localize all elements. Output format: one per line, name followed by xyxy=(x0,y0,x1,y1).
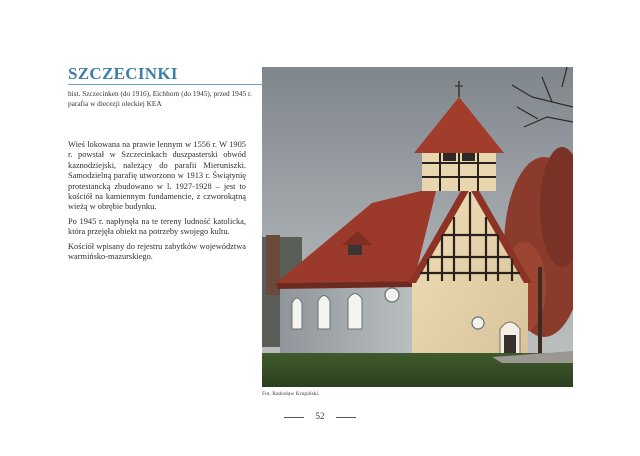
folio-dash-right xyxy=(336,417,356,418)
historical-names-subtitle: hist. Szczecinken (do 1916), Eichhorn (do 1945), przed 1945 r. parafia w diecezji oleckiej KEA xyxy=(68,89,252,108)
entrance-door xyxy=(504,335,516,355)
folio-dash-left xyxy=(284,417,304,418)
body-text xyxy=(68,140,246,266)
church-illustration xyxy=(262,67,573,387)
page-number-text: 52 xyxy=(315,411,325,421)
facade-round-window xyxy=(472,317,484,329)
page-title: SZCZECINKI xyxy=(68,64,178,83)
paragraph-after-1945: Po 1945 r. napłynęła na te tereny ludność katolicka, która przejęła obiekt na potrzeby swojego kultu. xyxy=(68,216,246,237)
round-window xyxy=(385,288,399,302)
church-photograph xyxy=(262,67,573,387)
page-number xyxy=(284,411,356,423)
paragraph-history: Wieś lokowana na prawie lennym w 1556 r. W 1905 r. powstał w Szczecinkach duszpasterski obwód kaznodziejski, należący do parafii Mieruniszki. Samodzielną parafię utworzono w 1913 r. Świątynię protestancką zbudowano w l. 1927-1928 – jest to kościół na kamiennym fundamencie, z czworokątną wieżą w obrębie budynku. xyxy=(68,140,246,212)
paragraph-heritage-register: Kościół wpisany do rejestru zabytków województwa warmińsko-mazurskiego. xyxy=(68,241,246,262)
photo-credit: Fot. Radosław Krupiński. xyxy=(262,391,320,397)
